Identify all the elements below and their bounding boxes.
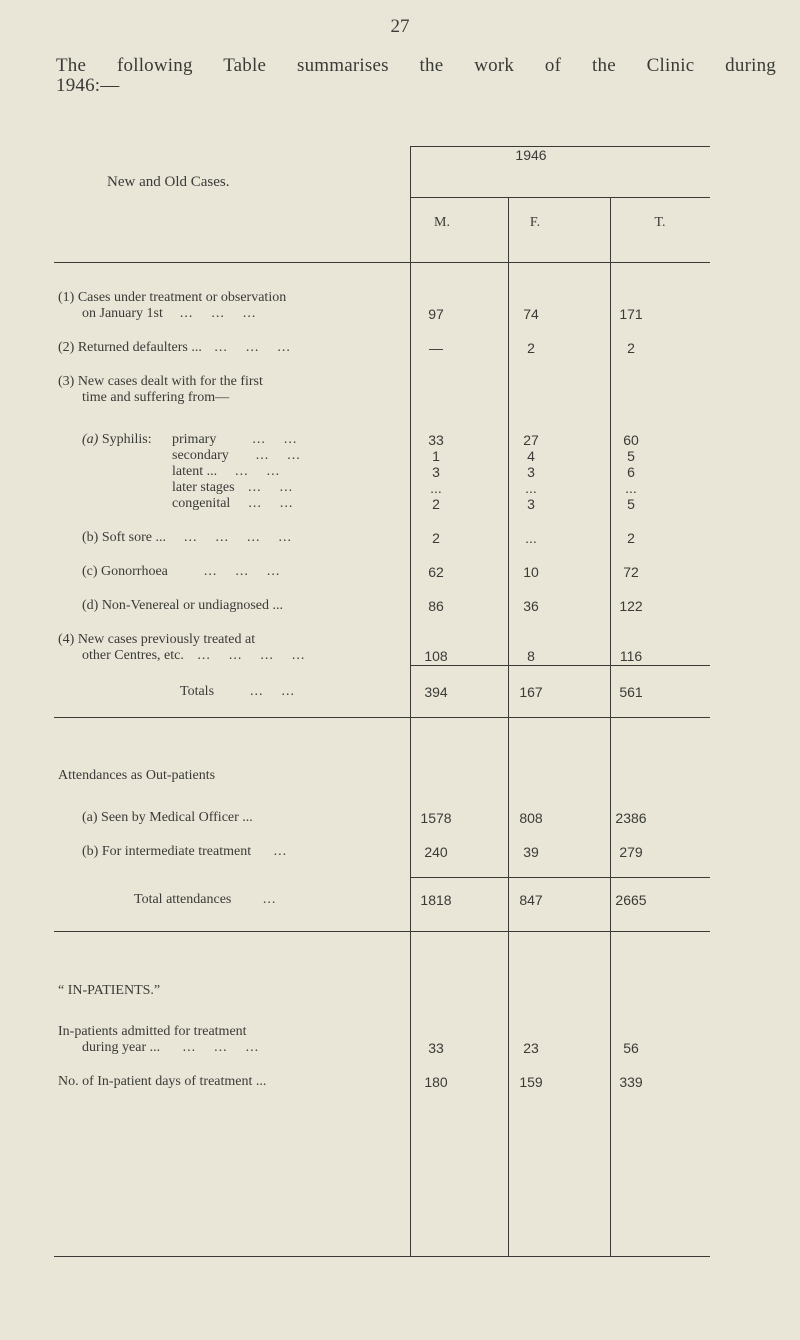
syph-primary-t: 60	[623, 432, 639, 448]
syph-congenital-label: congenital ... ...	[172, 496, 294, 511]
non-venereal-f: 36	[523, 598, 539, 614]
header-f: F.	[529, 215, 541, 230]
row1-label-line1: (1) Cases under treatment or observation	[58, 290, 287, 305]
rule-section-1	[54, 717, 710, 718]
syph-later-label: later stages ... ...	[172, 480, 294, 495]
row1-f: 74	[523, 306, 539, 322]
attendances-heading: Attendances as Out-patients	[58, 768, 216, 783]
att-b-f: 39	[523, 844, 539, 860]
row4-f: 8	[527, 648, 535, 664]
row1-m: 97	[428, 306, 444, 322]
syph-secondary-t: 5	[627, 448, 635, 464]
inpatients-admitted-f: 23	[523, 1040, 539, 1056]
row3-label-line1: (3) New cases dealt with for the first	[58, 374, 263, 389]
syph-latent-label: latent ... ... ...	[172, 464, 281, 479]
totals-f: 167	[519, 684, 543, 700]
att-total-m: 1818	[420, 892, 452, 908]
inpatients-admitted-m: 33	[428, 1040, 444, 1056]
totals-label: Totals ... ...	[180, 684, 296, 699]
gonorrhoea-label: (c) Gonorrhoea ... ... ...	[82, 564, 281, 579]
header-t: T.	[654, 215, 666, 230]
row2-m: —	[429, 340, 443, 356]
syphilis-label: (a) Syphilis:	[82, 432, 152, 447]
rule-bottom	[54, 1256, 710, 1257]
syph-primary-m: 33	[428, 432, 444, 448]
att-a-label: (a) Seen by Medical Officer ...	[82, 810, 253, 825]
soft-sore-f: ...	[525, 530, 537, 546]
soft-sore-label: (b) Soft sore ... ... ... ... ...	[82, 530, 292, 545]
rule-above-totals	[410, 665, 710, 666]
att-a-t: 2386	[615, 810, 647, 826]
inpatients-admitted-t: 56	[623, 1040, 639, 1056]
non-venereal-m: 86	[428, 598, 444, 614]
row2-label: (2) Returned defaulters ... ... ... ...	[58, 340, 291, 355]
inpatients-admitted-line1: In-patients admitted for treatment	[58, 1024, 247, 1039]
rule-section-2	[54, 931, 710, 932]
intro-line-2: 1946:—	[56, 75, 120, 96]
totals-t: 561	[619, 684, 643, 700]
att-b-m: 240	[424, 844, 448, 860]
row2-t: 2	[627, 340, 635, 356]
inpatient-days-f: 159	[519, 1074, 543, 1090]
inpatient-days-m: 180	[424, 1074, 448, 1090]
row2-f: 2	[527, 340, 535, 356]
rule-header-sub	[410, 197, 710, 198]
row4-m: 108	[424, 648, 448, 664]
totals-m: 394	[424, 684, 448, 700]
row1-label-line2: on January 1st ... ... ...	[82, 306, 257, 321]
soft-sore-m: 2	[432, 530, 440, 546]
att-b-label: (b) For intermediate treatment ...	[82, 844, 288, 859]
att-a-f: 808	[519, 810, 543, 826]
syph-later-t: ...	[625, 480, 637, 496]
syph-secondary-f: 4	[527, 448, 535, 464]
syph-later-m: ...	[430, 480, 442, 496]
inpatient-days-t: 339	[619, 1074, 643, 1090]
syph-congenital-f: 3	[527, 496, 535, 512]
syph-secondary-m: 1	[432, 448, 440, 464]
inpatients-heading: “ IN-PATIENTS.”	[58, 983, 161, 998]
att-total-label: Total attendances ...	[134, 892, 277, 907]
header-new-old-cases: New and Old Cases.	[107, 174, 230, 190]
att-total-t: 2665	[615, 892, 647, 908]
soft-sore-t: 2	[627, 530, 635, 546]
syph-later-f: ...	[525, 480, 537, 496]
syph-latent-t: 6	[627, 464, 635, 480]
inpatients-admitted-line2: during year ... ... ... ...	[82, 1040, 260, 1055]
row4-t: 116	[619, 648, 643, 664]
rule-header-bottom	[54, 262, 710, 263]
non-venereal-label: (d) Non-Venereal or undiagnosed ...	[82, 598, 283, 613]
rule-above-total-att	[410, 877, 710, 878]
syph-secondary-label: secondary ... ...	[172, 448, 301, 463]
syph-latent-f: 3	[527, 464, 535, 480]
intro-line-1: The following Table summarises the work of the Clinic during	[56, 55, 776, 76]
att-total-f: 847	[519, 892, 543, 908]
syph-latent-m: 3	[432, 464, 440, 480]
row4-label-line2: other Centres, etc. ... ... ... ...	[82, 648, 306, 663]
syph-primary-label: primary ... ...	[172, 432, 298, 447]
row1-t: 171	[619, 306, 643, 322]
att-b-t: 279	[619, 844, 643, 860]
syph-primary-f: 27	[523, 432, 539, 448]
intro-text	[56, 56, 776, 96]
header-year: 1946	[515, 147, 547, 163]
att-a-m: 1578	[420, 810, 452, 826]
row3-label-line2: time and suffering from—	[82, 390, 230, 405]
syph-congenital-m: 2	[432, 496, 440, 512]
non-venereal-t: 122	[619, 598, 643, 614]
row4-label-line1: (4) New cases previously treated at	[58, 632, 256, 647]
gonorrhoea-f: 10	[523, 564, 539, 580]
inpatient-days-label: No. of In-patient days of treatment ...	[58, 1074, 267, 1089]
page-number: 27	[390, 16, 410, 37]
gonorrhoea-t: 72	[623, 564, 639, 580]
header-m: M.	[434, 215, 450, 230]
gonorrhoea-m: 62	[428, 564, 444, 580]
syph-congenital-t: 5	[627, 496, 635, 512]
